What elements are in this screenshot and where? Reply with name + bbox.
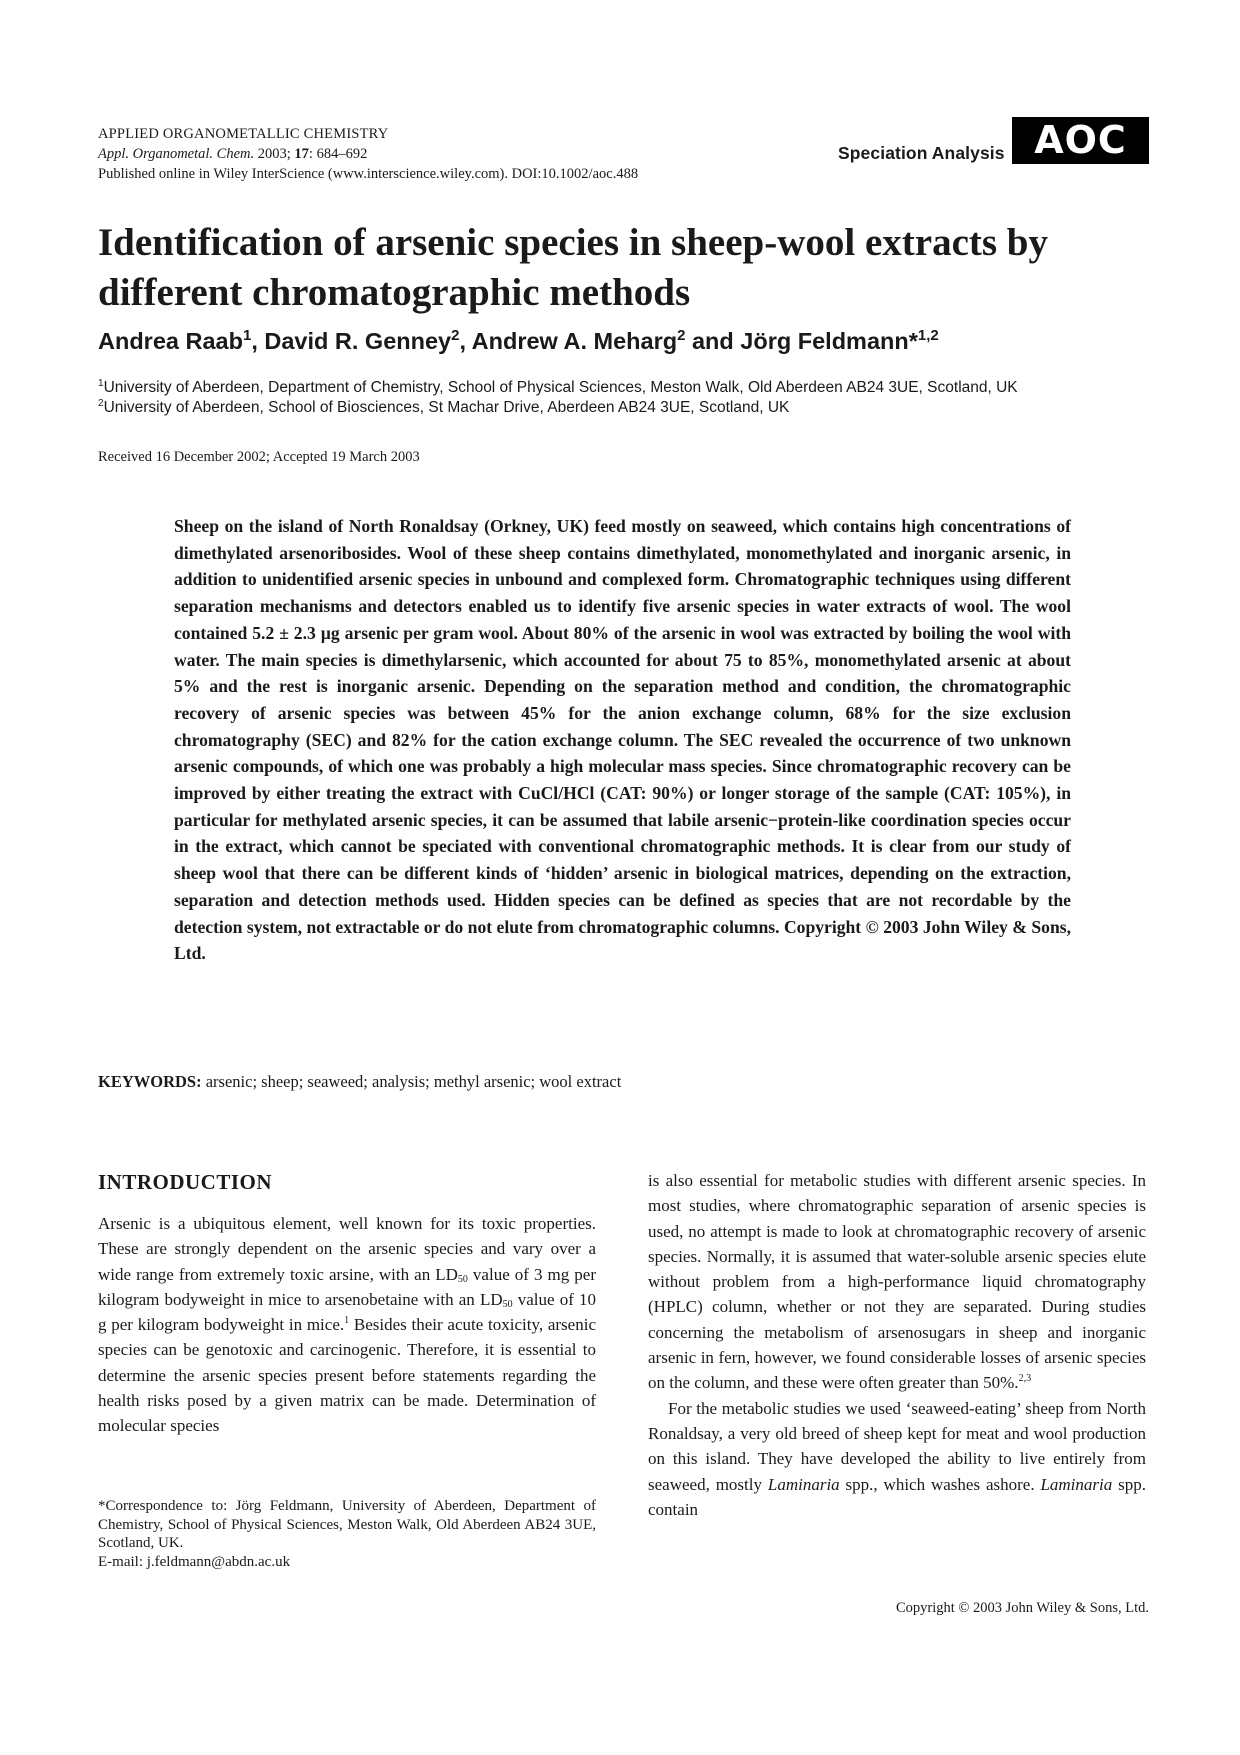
- author-affiliation-marker: 1: [242, 327, 252, 344]
- author-affiliation-marker: 2: [451, 327, 460, 344]
- received-dates: Received 16 December 2002; Accepted 19 March 2003: [98, 449, 420, 465]
- intro-paragraph-1: [98, 1211, 596, 1439]
- affiliation-text: University of Aberdeen, School of Biosciences, St Machar Drive, Aberdeen AB24 3UE, Scotland, UK: [103, 399, 790, 416]
- affiliation-text: University of Aberdeen, Department of Chemistry, School of Physical Sciences, Meston Walk, Old Aberdeen AB24 3UE, Scotland, UK: [103, 379, 1018, 396]
- article-title: Identification of arsenic species in sheep-wool extracts by different chromatographic methods: [98, 221, 1048, 314]
- affiliation-line: [98, 398, 1018, 418]
- keywords-text: arsenic; sheep; seaweed; analysis; methyl arsenic; wool extract: [201, 1072, 622, 1091]
- journal-logo: AOC: [1012, 117, 1149, 164]
- right-column: [648, 1168, 1146, 1522]
- journal-header: [98, 124, 638, 184]
- intro-paragraph-2: [648, 1396, 1146, 1522]
- section-label: Speciation Analysis: [838, 143, 1005, 163]
- subscript: 50: [457, 1273, 468, 1285]
- affiliation-marker: 2: [98, 398, 104, 409]
- affiliation-marker: 1: [98, 378, 104, 389]
- author-separator: ,: [251, 328, 265, 354]
- correspondence-address: *Correspondence to: Jörg Feldmann, University of Aberdeen, Department of Chemistry, School of Physical Sciences, Meston Walk, Old Aberdeen AB24 3UE, Scotland, UK.: [98, 1498, 596, 1551]
- text-run: Besides their acute toxicity, arsenic species can be genotoxic and carcinogenic. Therefore, it is essential to determine the arsenic species present before statements regarding the health risks posed by a given matrix can be made. Determination of molecular species: [98, 1315, 596, 1436]
- correspondence-email[interactable]: E-mail: j.feldmann@abdn.ac.uk: [98, 1553, 291, 1570]
- correspondence-footnote: [98, 1497, 596, 1571]
- affiliation-list: [98, 378, 1018, 418]
- author-name: David R. Genney: [264, 328, 452, 354]
- author-name: Jörg Feldmann*: [740, 328, 918, 354]
- journal-citation: [98, 144, 638, 164]
- subscript: 50: [502, 1298, 513, 1310]
- author-affiliation-marker: 2: [677, 327, 686, 344]
- author-list: [98, 326, 939, 356]
- citation-pages: : 684–692: [308, 146, 368, 162]
- text-run: For the metabolic studies we used ‘seaweed-eating’ sheep from North Ronaldsay, a very old breed of sheep kept for meat and wool production on this island. They have developed the ability to live entirely from seaweed, mostly: [648, 1398, 1146, 1494]
- text-run: spp., which washes ashore.: [839, 1474, 1041, 1494]
- keywords-line: [98, 1072, 621, 1092]
- reference-marker[interactable]: 2,3: [1018, 1373, 1032, 1385]
- author-name: Andrea Raab: [98, 328, 243, 354]
- copyright-footer: Copyright © 2003 John Wiley & Sons, Ltd.: [895, 1600, 1149, 1616]
- citation-volume: 17: [294, 146, 309, 162]
- citation-journal: Appl. Organometal. Chem.: [98, 146, 255, 162]
- left-column: [98, 1211, 596, 1439]
- author-affiliation-marker: 1,2: [917, 327, 939, 344]
- author-separator: ,: [459, 328, 472, 354]
- section-heading-introduction: INTRODUCTION: [98, 1170, 273, 1194]
- text-run: value of 10 g per kilogram bodyweight in mice.: [98, 1289, 596, 1335]
- author-name: Andrew A. Meharg: [471, 328, 678, 354]
- text-run: value of 3 mg per kilogram bodyweight in mice to arsenobetaine with an LD: [98, 1264, 596, 1309]
- published-online-line: Published online in Wiley InterScience (www.interscience.wiley.com). DOI:10.1002/aoc.488: [98, 166, 639, 182]
- text-run: is also essential for metabolic studies with different arsenic species. In most studies, where chromatographic separation of arsenic species is used, no attempt is made to look at chromatographic recovery of arsenic species. Normally, it is assumed that water-soluble arsenic species elute without problem from a high-performance liquid chromatography (HPLC) column, whether or not they are separated. During studies concerning the metabolism of arsenosugars in sheep and inorganic arsenic in fern, however, we found considerable losses of arsenic species on the column, and these were often greater than 50%.: [648, 1171, 1146, 1393]
- abstract: Sheep on the island of North Ronaldsay (Orkney, UK) feed mostly on seaweed, which contains high concentrations of dimethylated arsenoribosides. Wool of these sheep contains dimethylated, monomethylated and inorganic arsenic, in addition to unidentified arsenic species in unbound and complexed form. Chromatographic techniques using different separation mechanisms and detectors enabled us to identify five arsenic species in water extracts of wool. The wool contained 5.2 ± 2.3 µg arsenic per gram wool. About 80% of the arsenic in wool was extracted by boiling the wool with water. The main species is dimethylarsenic, which accounted for about 75 to 85%, monomethylated arsenic at about 5% and the rest is inorganic arsenic. Depending on the separation method and condition, the chromatographic recovery of arsenic species was between 45% for the anion exchange column, 68% for the size exclusion chromatography (SEC) and 82% for the cation exchange column. The SEC revealed the occurrence of two unknown arsenic compounds, of which one was probably a high molecular mass species. Since chromatographic recovery can be improved by either treating the extract with CuCl/HCl (CAT: 90%) or longer storage of the sample (CAT: 105%), in particular for methylated arsenic species, it can be assumed that labile arsenic−protein-like coordination species occur in the extract, which cannot be speciated with conventional chromatographic methods. It is clear from our study of sheep wool that there can be different kinds of ‘hidden’ arsenic in biological matrices, depending on the extraction, separation and detection methods used. Hidden species can be defined as species that are not recordable by the detection system, not extractable or do not elute from chromatographic columns. Copyright © 2003 John Wiley & Sons, Ltd.: [174, 516, 1071, 964]
- reference-marker[interactable]: 1: [344, 1315, 350, 1327]
- citation-year: 2003;: [254, 146, 295, 162]
- italic-genus: Laminaria: [1040, 1474, 1113, 1494]
- journal-name: APPLIED ORGANOMETALLIC CHEMISTRY: [98, 126, 389, 142]
- keywords-label: KEYWORDS:: [98, 1072, 202, 1091]
- intro-paragraph-continued: [648, 1168, 1146, 1396]
- author-separator: and: [685, 328, 741, 354]
- text-run: spp. contain: [648, 1474, 1146, 1519]
- italic-genus: Laminaria: [767, 1474, 840, 1494]
- affiliation-line: [98, 378, 1018, 398]
- text-run: Arsenic is a ubiquitous element, well known for its toxic properties. These are strongly dependent on the arsenic species and vary over a wide range from extremely toxic arsine, with an LD: [98, 1214, 596, 1284]
